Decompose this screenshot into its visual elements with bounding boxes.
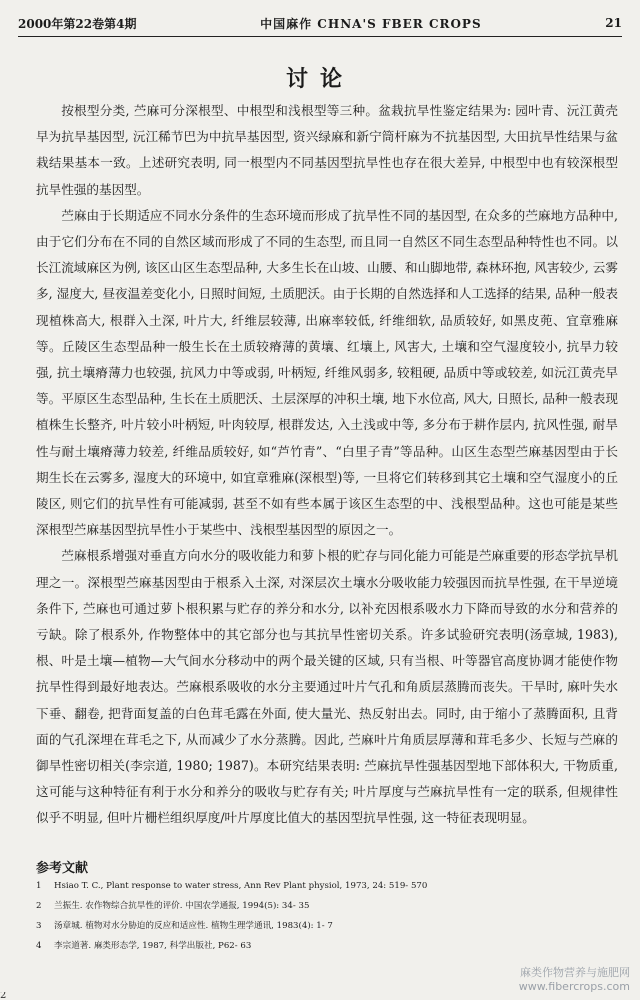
watermark-line: 麻类作物营养与施肥网 — [520, 966, 630, 979]
reference-number: 2 — [36, 901, 42, 911]
reference-number: 1 — [36, 881, 42, 891]
paragraph: 按根型分类, 苎麻可分深根型、中根型和浅根型等三种。盆栽抗旱性鉴定结果为: 园叶青、沅江黄壳早为抗旱基因型, 沅江稀节巴为中抗旱基因型, 资兴绿麻和新宁筒杆麻为不抗基因型, 大田抗旱性结果与盆栽结果基本一致。上述研究表明, 同一根型内不同基因型抗旱性也存在很大差异, 中根型中也有较深根型抗旱性强的基因型。 — [36, 103, 618, 197]
running-header — [18, 10, 622, 37]
reference-text: 李宗道著. 麻类形态学, 1987, 科学出版社, P62- 63 — [54, 941, 252, 951]
reference-list — [36, 876, 610, 956]
reference-item — [36, 876, 610, 896]
reference-number: 3 — [36, 921, 42, 931]
paragraph: 苎麻根系增强对垂直方向水分的吸收能力和萝卜根的贮存与同化能力可能是苎麻重要的形态学抗旱机理之一。深根型苎麻基因型由于根系入土深, 对深层次土壤水分吸收能力较强因而抗旱性强, 在干旱逆境条件下, 苎麻也可通过萝卜根积累与贮存的养分和水分, 以补充因根系吸水力下降而导致的水分和营养的亏缺。除了根系外, 作物整体中的其它部分也与其抗旱性密切关系。许多试验研究表明(汤章城, 1983), 根、叶是土壤—植物—大气间水分移动中的两个最关键的区域, 只有当根、叶等器官高度协调才能使作物抗旱性得到最好地表达。苎麻根系吸收的水分主要通过叶片气孔和角质层蒸腾而丧失。干旱时, 麻叶失水下垂、翻卷, 把背面复盖的白色茸毛露在外面, 使大量光、热反射出去。同时, 由于缩小了蒸腾面积, 且背面的气孔深埋在茸毛之下, 从而减少了水分蒸腾。因此, 苎麻叶片角质层厚薄和茸毛多少、长短与苎麻的御旱性密切相关(李宗道, 1980; 1987)。本研究结果表明: 苎麻抗旱性强基因型地下部体积大, 干物质重, 这可能与这种特征有利于水分和养分的吸收与贮存有关; 叶片厚度与苎麻抗旱性有一定的联系, 但规律性似乎不明显, 但叶片栅栏组织厚度/叶片厚度比值大的基因型抗旱性强, 这一特征表现明显。 — [36, 548, 618, 826]
reference-item — [36, 896, 610, 916]
reference-item — [36, 936, 610, 956]
site-watermark — [519, 966, 630, 994]
reference-item — [36, 916, 610, 936]
reference-text: Hsiao T. C., Plant response to water stress, Ann Rev Plant physiol, 1973, 24: 519- 570 — [54, 881, 428, 891]
watermark-url: www.fibercrops.com — [518, 980, 630, 993]
issue-info: 2000年第22卷第4期 — [18, 16, 137, 31]
reference-text: 汤章城. 植物对水分胁迫的反应和适应性. 植物生理学通讯, 1983(4): 1- 7 — [54, 921, 333, 931]
cropped-footer-fragment: 2 — [0, 992, 7, 1000]
section-title: 讨论 — [285, 66, 354, 92]
body-text — [36, 98, 618, 832]
paragraph: 苎麻由于长期适应不同水分条件的生态环境而形成了抗旱性不同的基因型, 在众多的苎麻地方品种中, 由于它们分布在不同的自然区域而形成了不同的生态型, 而且同一自然区不同生态型品种特性也不同。以长江流域麻区为例, 该区山区生态型品种, 大多生长在山坡、山腰、和山脚地带, 森林环抱, 风害较少, 云雾多, 湿度大, 昼夜温差变化小, 日照时间短, 土质肥沃。由于长期的自然选择和人工选择的结果, 品种一般表现植株高大, 根群入土深, 叶片大, 纤维层较薄, 出麻率较低, 纤维细软, 品质较好, 如黑皮蔸、宜章雅麻等。丘陵区生态型品种一般生长在土质较瘠薄的黄壤、红壤上, 风害大, 土壤和空气湿度较小, 抗旱力较强, 抗土壤瘠薄力也较强, 抗风力中等或弱, 叶柄短, 纤维风弱多, 较粗硬, 品质中等或较差, 如沅江黄壳早等。平原区生态型品种, 生长在土质肥沃、土层深厚的冲积土壤, 地下水位高, 风大, 日照长, 品种一般表现植株生长整齐, 叶片较小叶柄短, 叶肉较厚, 根群发达, 入土浅或中等, 多分布于耕作层内, 抗风性强, 耐旱性与耐土壤瘠薄力较差, 纤维品质较好, 如“芦竹青”、“白里子青”等品种。山区生态型苎麻基因型由于长期生长在云雾多, 湿度大的环境中, 如宜章雅麻(深根型)等, 一旦将它们转移到其它土壤和空气湿度小的丘陵区, 则它们的抗旱性有可能减弱, 甚至不如有些本属于该区生态型的中、浅根型品种。这也可能是某些深根型苎麻基因型抗旱性小于某些中、浅根型基因型的原因之一。 — [36, 207, 618, 538]
reference-number: 4 — [36, 941, 42, 951]
page-number: 21 — [605, 16, 622, 30]
reference-text: 兰振生. 农作物综合抗旱性的评价. 中国农学通报, 1994(5): 34- 35 — [54, 901, 310, 911]
journal-name: 中国麻作 CHNA'S FBER CROPS — [260, 16, 482, 31]
references-heading: 参考文献 — [36, 861, 89, 876]
